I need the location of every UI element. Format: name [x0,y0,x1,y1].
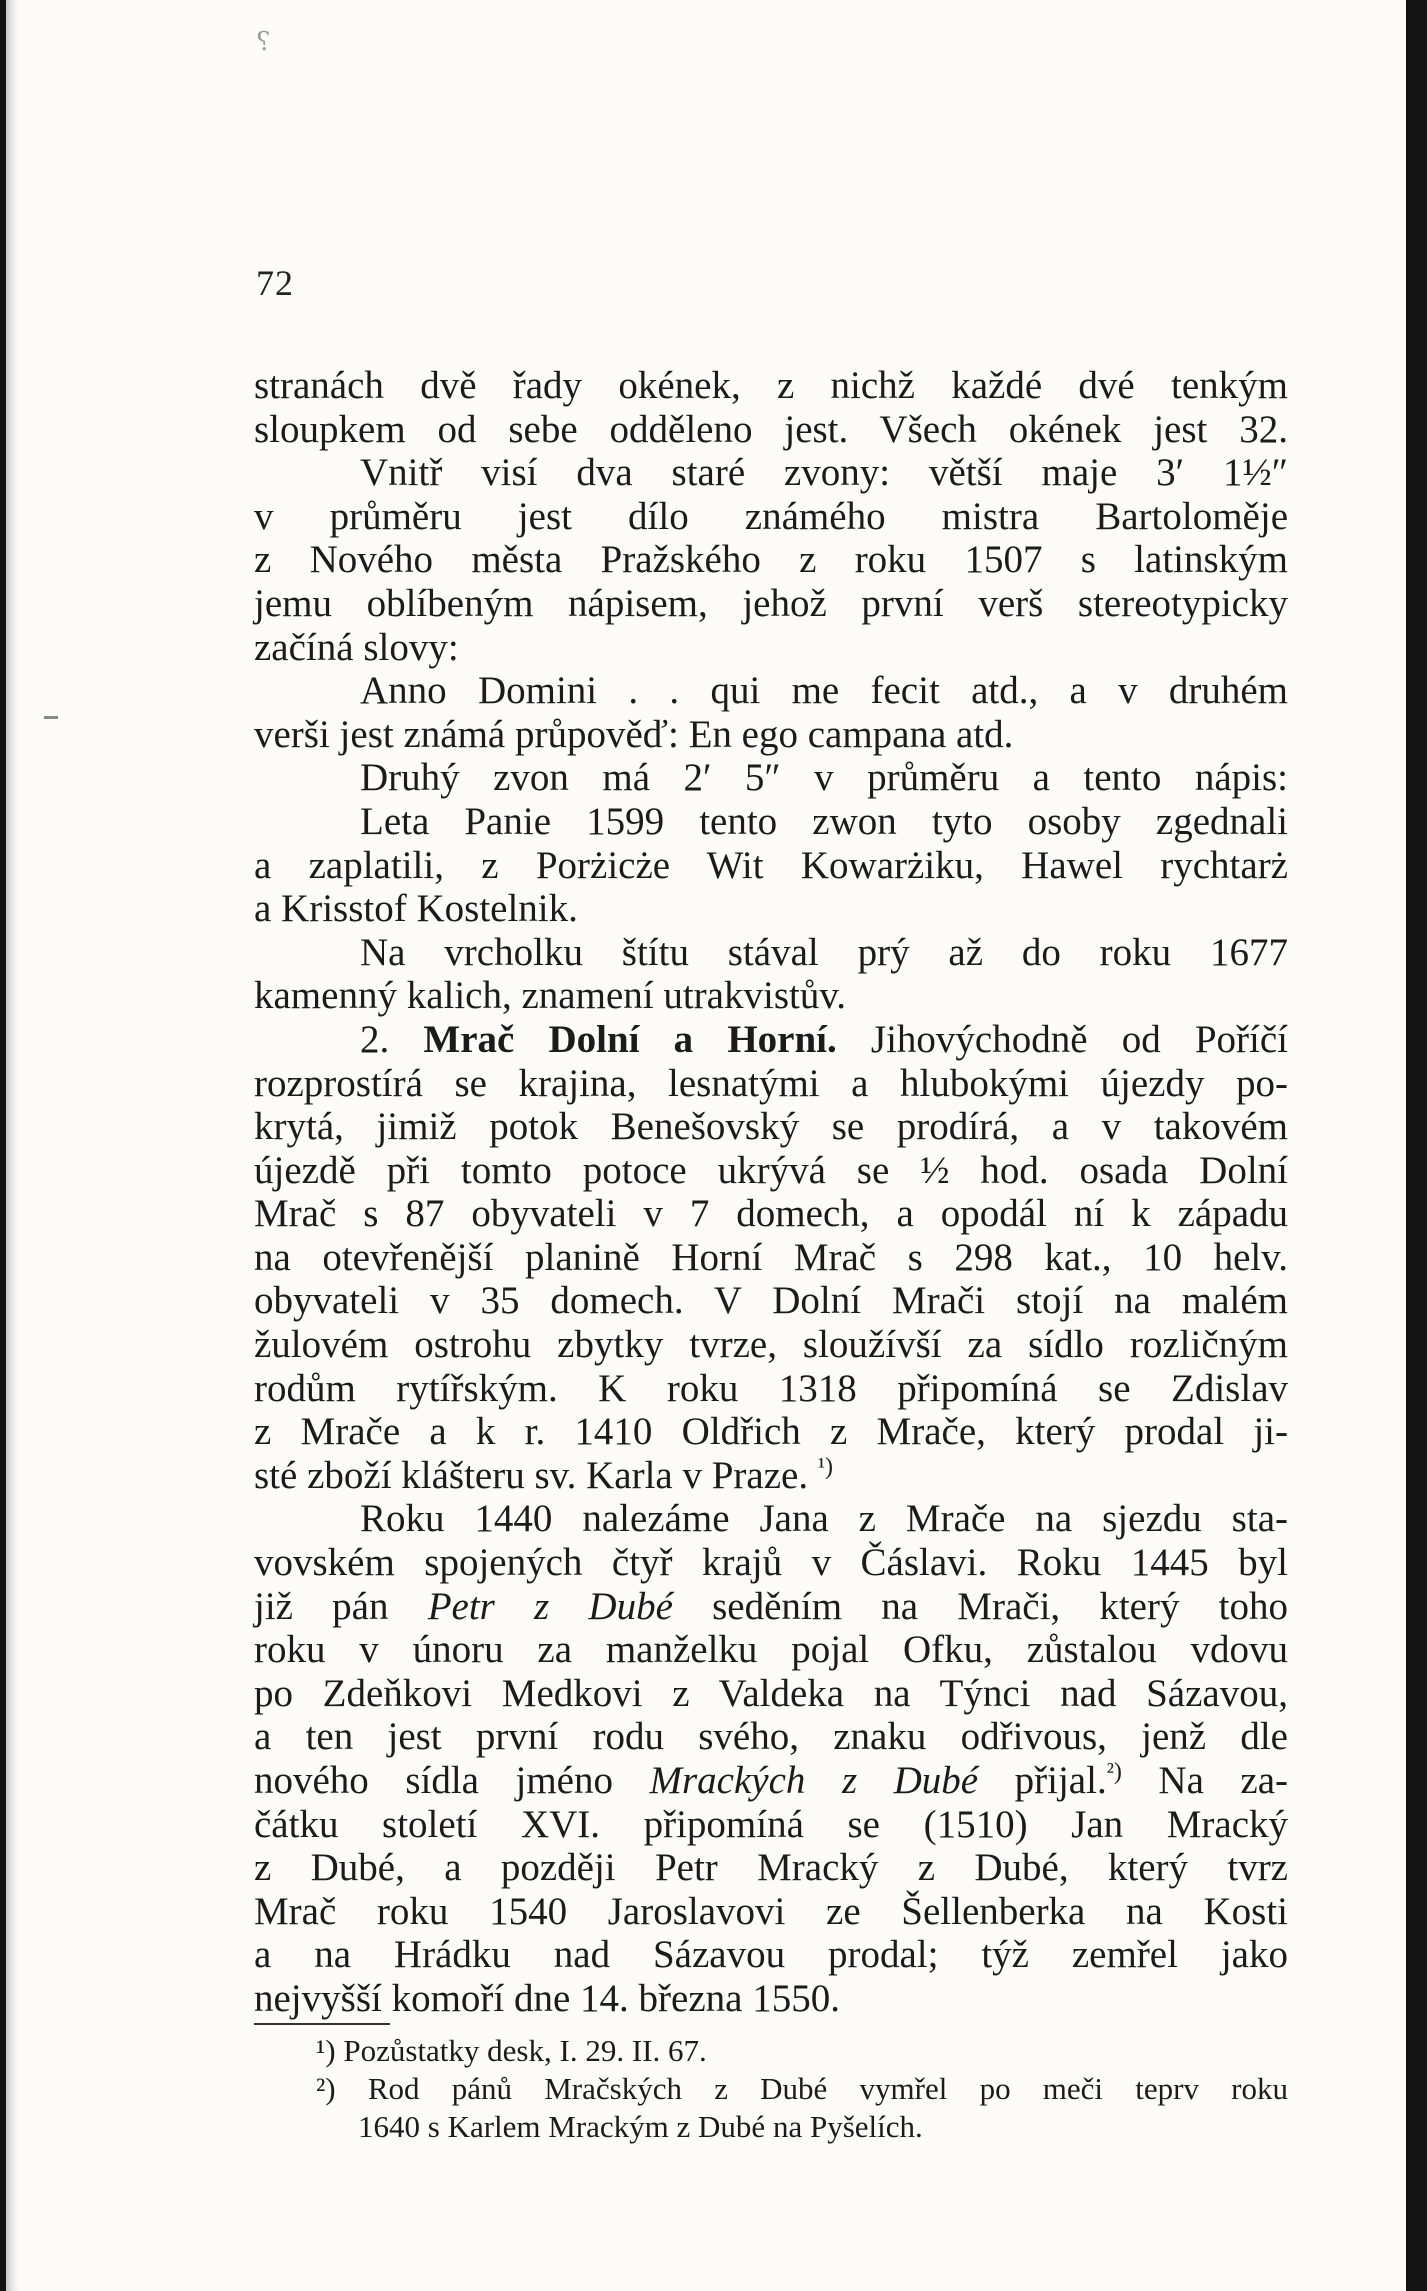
text-span: Na za- [1158,1759,1289,1802]
text-line: v průměru jest dílo známého mistra Bartoloměje [254,494,1288,538]
text-line: sloupkem od sebe odděleno jest. Všech okének jest 32. [254,407,1288,451]
text-line [254,1585,1288,1629]
text-span: seděním na Mrači, který toho [712,1584,1289,1628]
text-line: kamenný kalich, znamení utrakvistův. [254,974,847,1018]
text-line: začíná slovy: [254,625,459,669]
text-line: újezdě při tomto potoce ukrývá se ½ hod. osada Dolní [254,1148,1288,1192]
text-span: Jihovýchodně od Poříčí [870,1017,1289,1061]
text-line: Na vrcholku štítu stával prý až do roku 1677 [360,930,1288,974]
person-name: Petr z Dubé [427,1584,673,1628]
text-line: Mrač roku 1540 Jaroslavovi ze Šellenberka na Kosti [254,1889,1288,1933]
family-name: Mrackých z Dubé [649,1759,979,1802]
footnote-divider [254,2023,390,2025]
text-line: nejvyšší komoří dne 14. března 1550. [254,1976,840,2020]
footnote-2-continued: 1640 s Karlem Mrackým z Dubé na Pyšelích. [358,2109,923,2144]
text-line: Anno Domini . . qui me fecit atd., a v druhém [360,669,1288,713]
text-span: přijal. [1014,1759,1107,1802]
text-line: Mrač s 87 obyvateli v 7 domech, a opodál ní k západu [254,1192,1288,1236]
footnote-mark: ²) [316,2071,336,2106]
footnote-text: Pozůstatky desk, I. 29. II. 67. [343,2033,707,2068]
margin-mark [44,716,58,719]
text-line: Roku 1440 nalezáme Jana z Mrače na sjezdu sta- [360,1497,1288,1541]
text-line: Druhý zvon má 2′ 5″ v průměru a tento nápis: [360,756,1288,800]
text-line: z Nového města Pražského z roku 1507 s latinským [254,538,1288,582]
footnote-ref: ¹) [817,1453,834,1480]
text-line: stranách dvě řady okének, z nichž každé dvé tenkým [254,364,1288,407]
text-line: obyvateli v 35 domech. V Dolní Mrači stojí na malém [254,1279,1288,1323]
book-page [6,0,1406,2291]
text-line: Vnitř visí dva staré zvony: větší maje 3′ 1½″ [360,451,1288,495]
text-line: Leta Panie 1599 tento zwon tyto osoby zgednali [360,799,1288,843]
text-line: verši jest známá průpověď: En ego campana atd. [254,712,1014,756]
text-line: krytá, jimiž potok Benešovský se prodírá, a v takovém [254,1105,1288,1149]
footnote-1 [316,2032,1288,2070]
text-line: z Mrače a k r. 1410 Oldřich z Mrače, který prodal ji- [254,1410,1288,1454]
text-line: po Zdeňkovi Medkovi z Valdeka na Týnci nad Sázavou, [254,1671,1288,1715]
text-span: již pán [254,1584,389,1628]
section-heading-line [254,1018,1288,1062]
ink-smudge: ⸮ [256,27,270,56]
section-number: 2. [360,1017,390,1061]
text-line [254,1759,1288,1803]
section-heading: Mrač Dolní a Horní. [423,1017,837,1061]
footnote-mark: ¹) [316,2033,336,2068]
text-line: rozprostírá se krajina, lesnatými a hlubokými újezdy po- [254,1061,1288,1105]
text-line: z Dubé, a později Petr Mracký z Dubé, který tvrz [254,1846,1288,1890]
text-line: čátku století XVI. připomíná se (1510) Jan Mracký [254,1802,1288,1846]
text-line [254,1454,1288,1498]
footnote-ref: ²) [1106,1759,1122,1785]
footnotes [316,2032,1288,2146]
page-number: 72 [256,263,294,303]
text-span: nového sídla jméno [254,1759,613,1802]
body-text [254,364,1288,2021]
text-line: žulovém ostrohu zbytky tvrze, sloužívší za sídlo rozličným [254,1323,1288,1367]
text-line: a Krisstof Kostelnik. [254,887,578,931]
text-line: a na Hrádku nad Sázavou prodal; týž zemřel jako [254,1933,1288,1977]
text-line: roku v únoru za manželku pojal Ofku, zůstalou vdovu [254,1628,1288,1672]
footnote-2 [316,2070,1288,2108]
text-line: a zaplatili, z Porżicże Wit Kowarżiku, Hawel rychtarż [254,843,1288,887]
text-line: vovském spojených čtyř krajů v Čáslavi. Roku 1445 byl [254,1541,1288,1585]
text-line: a ten jest první rodu svého, znaku odřivous, jenž dle [254,1715,1288,1759]
text-line: na otevřenější planině Horní Mrač s 298 kat., 10 helv. [254,1235,1288,1279]
footnote-text: Rod pánů Mračských z Dubé vymřel po meči teprv roku [367,2071,1288,2106]
text-span: sté zboží klášteru sv. Karla v Praze. [254,1453,809,1497]
text-line: rodům rytířským. K roku 1318 připomíná se Zdislav [254,1366,1288,1410]
text-line: jemu oblíbeným nápisem, jehož první verš stereotypicky [254,581,1288,625]
